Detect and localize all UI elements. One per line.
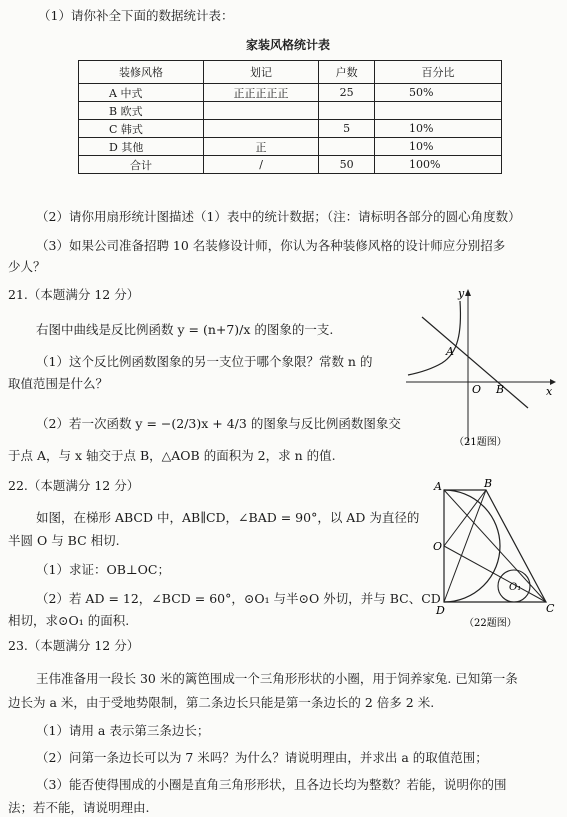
table-row xyxy=(79,120,502,138)
table-row xyxy=(79,138,502,156)
y-axis-arrow-icon xyxy=(465,289,471,296)
q23-part3-line1: （3）能否使得围成的小圈是直角三角形形状，且各边长均为整数？若能，说明你的围 xyxy=(36,777,507,792)
label-O: O xyxy=(472,383,482,396)
q21-part2-line1: （2）若一次函数 y = −(2/3)x + 4/3 的图象与反比例函数图象交 xyxy=(36,416,401,431)
label-O: O xyxy=(433,540,443,553)
cell-tally xyxy=(203,120,318,138)
figure21-caption: （21题图） xyxy=(454,437,507,448)
q22-part1: （1）求证：OB⊥OC； xyxy=(36,562,170,577)
table-row xyxy=(79,84,502,102)
q21-figure xyxy=(400,283,560,453)
q23-heading: 23.（本题满分 12 分） xyxy=(8,638,140,653)
label-D: D xyxy=(436,604,445,617)
figure22-caption: （22题图） xyxy=(464,618,517,628)
cell-percent: 100% xyxy=(375,156,502,174)
table-header-row xyxy=(79,61,502,84)
cell-style: D 其他 xyxy=(79,138,204,156)
label-B: B xyxy=(484,478,493,490)
cell-style: B 欧式 xyxy=(79,102,204,120)
cell-style: A 中式 xyxy=(79,84,204,102)
q20-part3-line1: （3）如果公司准备招聘 10 名装修设计师，你认为各种装修风格的设计师应分别招多 xyxy=(36,238,506,253)
cell-style: C 韩式 xyxy=(79,120,204,138)
cell-percent xyxy=(375,102,502,120)
q21-part1-line1: （1）这个反比例函数图象的另一支位于哪个象限？常数 n 的 xyxy=(36,354,373,369)
label-A: A xyxy=(446,345,454,358)
q22-part2-line2: 相切，求⊙O₁ 的面积. xyxy=(8,613,130,628)
header-percent: 百分比 xyxy=(375,61,502,84)
cell-tally: 正正正正正 xyxy=(203,84,318,102)
q20-part3-line2: 少人？ xyxy=(8,259,46,274)
q23-part2: （2）问第一条边长可以为 7 米吗？为什么？请说明理由，并求出 a 的取值范围； xyxy=(36,750,488,765)
semicircle-O xyxy=(444,490,500,602)
cell-count: 25 xyxy=(319,84,375,102)
cell-style: 合计 xyxy=(79,156,204,174)
cell-tally: 正 xyxy=(203,138,318,156)
header-tally: 划记 xyxy=(203,61,318,84)
q23-part1: （1）请用 a 表示第三条边长； xyxy=(36,723,210,738)
q21-heading: 21.（本题满分 12 分） xyxy=(8,287,140,302)
q22-intro-line1: 如图，在梯形 ABCD 中，AB∥CD，∠BAD = 90°，以 AD 为直径的 xyxy=(36,510,420,525)
q22-figure xyxy=(430,478,560,628)
segment-DB xyxy=(444,490,486,602)
label-A: A xyxy=(434,480,442,493)
q23-line2: 边长为 a 米，由于受地势限制，第二条边长只能是第一条边长的 2 倍多 2 米. xyxy=(8,695,435,710)
cell-tally: / xyxy=(203,156,318,174)
q20-part1: （1）请你补全下面的数据统计表： xyxy=(38,8,234,23)
label-x: x xyxy=(546,385,553,398)
hyperbola-branch xyxy=(408,301,460,375)
label-C: C xyxy=(546,602,555,615)
q21-intro: 右图中曲线是反比例函数 y = (n+7)/x 的图象的一支. xyxy=(36,322,334,337)
cell-count: 5 xyxy=(319,120,375,138)
label-B: B xyxy=(496,383,505,396)
style-stat-table xyxy=(78,60,502,174)
q23-part3-line2: 法；若不能，请说明理由. xyxy=(8,800,150,815)
cell-count xyxy=(319,102,375,120)
segment-OB xyxy=(444,490,486,546)
cell-percent: 10% xyxy=(375,138,502,156)
q22-part2-line1: （2）若 AD = 12，∠BCD = 60°，⊙O₁ 与半⊙O 外切，并与 BC、CD xyxy=(36,591,441,606)
cell-percent: 50% xyxy=(375,84,502,102)
table-row xyxy=(79,102,502,120)
label-y: y xyxy=(458,287,465,300)
table-row xyxy=(79,156,502,174)
q22-intro-line2: 半圆 O 与 BC 相切. xyxy=(8,533,120,548)
header-style: 装修风格 xyxy=(79,61,204,84)
cell-percent: 10% xyxy=(375,120,502,138)
q21-part1-line2: 取值范围是什么？ xyxy=(8,376,109,391)
cell-count xyxy=(319,138,375,156)
header-count: 户数 xyxy=(319,61,375,84)
q22-heading: 22.（本题满分 12 分） xyxy=(8,478,140,493)
table-title: 家装风格统计表 xyxy=(246,38,331,52)
q21-part2-line2: 于点 A，与 x 轴交于点 B，△AOB 的面积为 2，求 n 的值. xyxy=(8,448,336,463)
cell-count: 50 xyxy=(319,156,375,174)
label-O1: O₁ xyxy=(509,582,522,593)
q20-part2: （2）请你用扇形统计图描述（1）表中的统计数据；（注：请标明各部分的圆心角度数） xyxy=(36,209,521,224)
q23-line1: 王伟准备用一段长 30 米的篱笆围成一个三角形形状的小圈，用于饲养家兔. 已知第一条 xyxy=(36,671,518,686)
cell-tally xyxy=(203,102,318,120)
